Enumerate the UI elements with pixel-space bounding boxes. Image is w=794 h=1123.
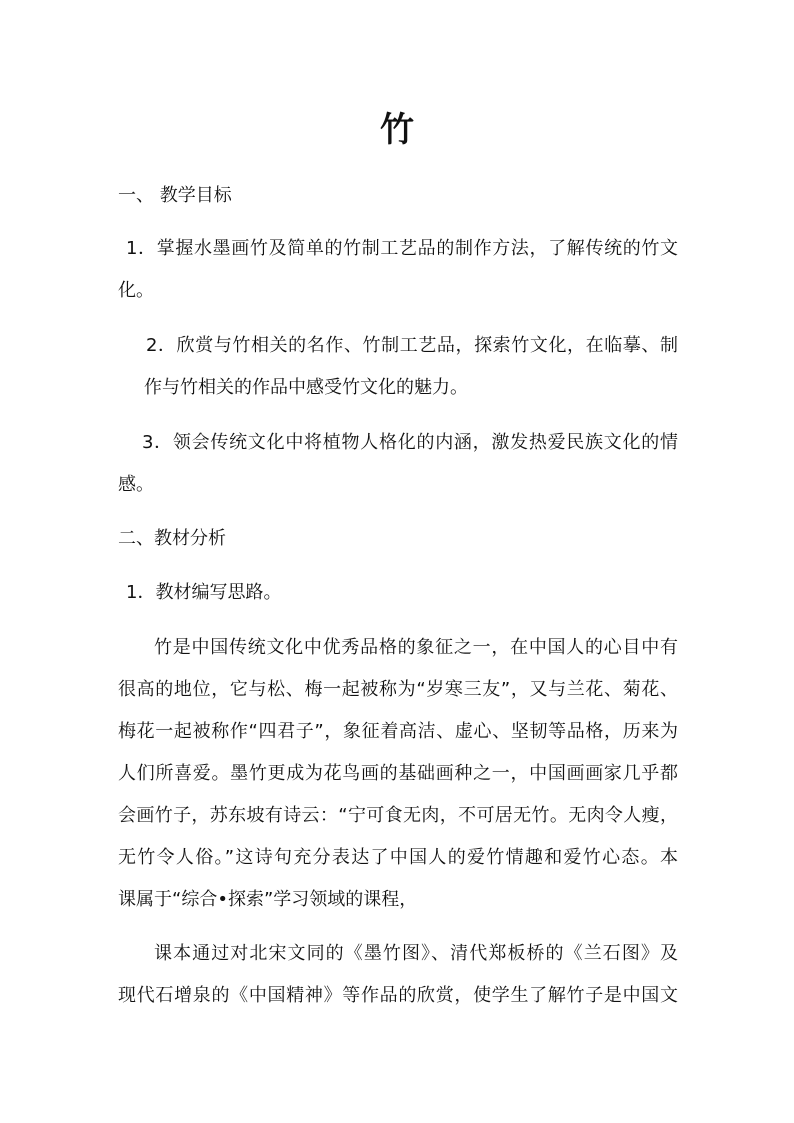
paragraph-1-line-7: 课属于“综合•探索”学习领域的课程， bbox=[118, 889, 418, 910]
paragraph-1-line-3: 梅花一起被称作“四君子”，象征着高洁、虚心、坚韧等品格，历来为 bbox=[118, 721, 678, 742]
objective-item-1-line-2: 化。 bbox=[118, 280, 154, 301]
section-heading-analysis: 二、教材分析 bbox=[118, 528, 226, 549]
objective-item-3-line-1: 3．领会传统文化中将植物人格化的内涵，激发热爱民族文化的情 bbox=[142, 432, 678, 453]
objective-item-2-line-2: 作与竹相关的作品中感受竹文化的魅力。 bbox=[144, 377, 468, 398]
analysis-subheading-1: 1．教材编写思路。 bbox=[126, 582, 282, 603]
paragraph-1-line-1: 竹是中国传统文化中优秀品格的象征之一，在中国人的心目中有 bbox=[154, 637, 678, 658]
paragraph-1-line-6: 无竹令人俗。”这诗句充分表达了中国人的爱竹情趣和爱竹心态。本 bbox=[118, 847, 678, 868]
page-title: 竹 bbox=[380, 110, 414, 150]
objective-item-1-line-1: 1．掌握水墨画竹及简单的竹制工艺品的制作方法，了解传统的竹文 bbox=[126, 238, 678, 259]
paragraph-2-line-1: 课本通过对北宋文同的《墨竹图》、清代郑板桥的《兰石图》及 bbox=[154, 943, 678, 964]
paragraph-1-line-4: 人们所喜爱。墨竹更成为花鸟画的基础画种之一，中国画画家几乎都 bbox=[118, 763, 678, 784]
section-heading-objectives: 一、 教学目标 bbox=[118, 185, 232, 206]
paragraph-1-line-2: 很高的地位，它与松、梅一起被称为“岁寒三友”，又与兰花、菊花、 bbox=[118, 679, 678, 700]
objective-item-2-line-1: 2．欣赏与竹相关的名作、竹制工艺品，探索竹文化，在临摹、制 bbox=[146, 335, 678, 356]
objective-item-3-line-2: 感。 bbox=[118, 474, 154, 495]
paragraph-2-line-2: 现代石增泉的《中国精神》等作品的欣赏，使学生了解竹子是中国文 bbox=[118, 985, 678, 1006]
paragraph-1-line-5: 会画竹子，苏东坡有诗云：“宁可食无肉，不可居无竹。无肉令人瘦， bbox=[118, 805, 678, 826]
